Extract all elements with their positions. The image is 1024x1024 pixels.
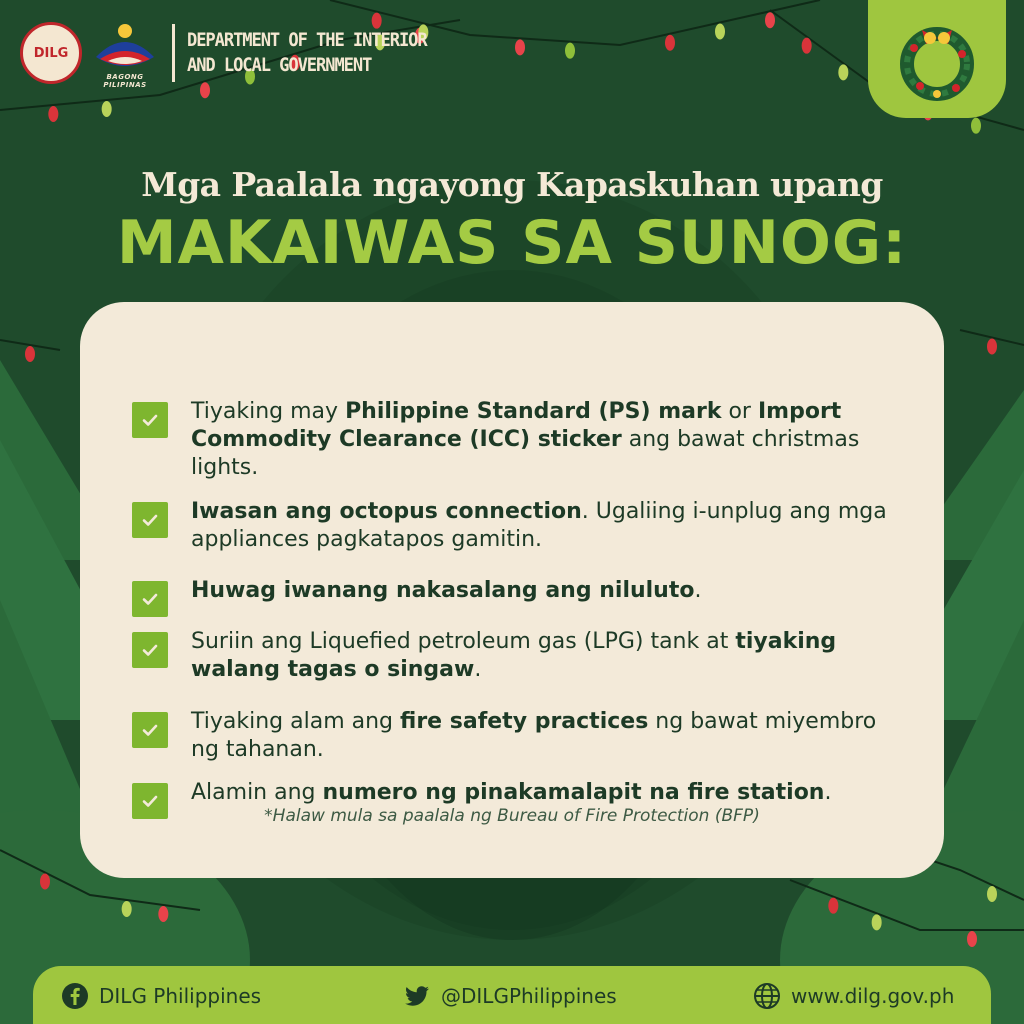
check-icon — [132, 632, 168, 668]
department-name — [187, 28, 427, 78]
emphasis-text: Philippine Standard (PS) mark — [345, 399, 722, 424]
check-icon — [132, 502, 168, 538]
emphasis-text: numero ng pinakamalapit na fire station — [322, 780, 825, 805]
check-icon — [132, 581, 168, 617]
checklist-item — [132, 398, 901, 482]
checklist-item-text — [191, 628, 901, 684]
checklist-item — [132, 498, 901, 554]
facebook-icon — [61, 982, 89, 1010]
checklist-item-text — [191, 708, 901, 764]
item-text-segment: Tiyaking alam ang — [191, 709, 401, 734]
checklist-item — [132, 708, 901, 764]
header-divider — [172, 24, 175, 82]
footer-twitter[interactable] — [403, 982, 617, 1010]
checklist-item-text — [191, 577, 901, 617]
emphasis-text: Huwag iwanang nakasalang ang niluluto — [191, 578, 695, 603]
main-title: MAKAIWAS SA SUNOG: — [116, 208, 908, 278]
facebook-handle: DILG Philippines — [99, 984, 262, 1008]
emphasis-text: Iwasan ang octopus connection — [191, 499, 582, 524]
bagong-pilipinas-emblem-icon — [90, 17, 160, 77]
item-text-segment: Tiyaking may — [191, 399, 346, 424]
checklist-card — [80, 302, 944, 878]
wreath-badge — [868, 0, 1006, 118]
twitter-icon — [403, 982, 431, 1010]
checklist-item — [132, 577, 901, 617]
bagong-pilipinas-logo — [90, 17, 160, 89]
emphasis-text: tiyaking walang tagas o singaw — [191, 629, 837, 682]
item-text-segment: . Ugaliing i-unplug ang mga appliances pagkatapos gamitin. — [191, 499, 887, 552]
check-icon — [132, 712, 168, 748]
item-text-segment: Alamin ang — [191, 780, 323, 805]
headline — [0, 165, 1024, 278]
checklist-item-text — [191, 498, 901, 554]
bagong-pilipinas-text: BAGONG PILIPINAS — [103, 73, 147, 89]
subtitle: Mga Paalala ngayong Kapaskuhan upang — [141, 165, 883, 204]
item-text-segment: . — [474, 657, 482, 682]
item-text-segment: Suriin ang Liquefied petroleum gas (LPG) tank at — [191, 629, 736, 654]
emphasis-text: fire safety practices — [400, 709, 649, 734]
footer-facebook[interactable] — [61, 982, 261, 1010]
dilg-seal-icon — [20, 22, 82, 84]
check-icon — [132, 402, 168, 438]
website-url: www.dilg.gov.ph — [791, 984, 955, 1008]
wreath-icon — [892, 14, 982, 104]
department-line-2: AND LOCAL GOVERNMENT — [187, 54, 372, 76]
item-text-segment: . — [694, 578, 702, 603]
footer-bar — [33, 966, 991, 1024]
source-note: *Halaw mula sa paalala ng Bureau of Fire Protection (BFP) — [264, 806, 760, 826]
seal-text: DILG — [33, 45, 69, 61]
department-line-1: DEPARTMENT OF THE INTERIOR — [187, 29, 427, 51]
item-text-segment: ang bawat christmas lights. — [191, 427, 860, 480]
item-text-segment: . — [824, 780, 832, 805]
twitter-handle: @DILGPhilippines — [441, 984, 617, 1008]
item-text-segment: ng bawat miyembro ng tahanan. — [191, 709, 877, 762]
checklist-item — [132, 628, 901, 684]
emphasis-text: Import Commodity Clearance (ICC) sticker — [191, 399, 842, 452]
footer-website[interactable] — [753, 982, 954, 1010]
item-text-segment: or — [721, 399, 758, 424]
header-logos — [20, 18, 453, 88]
globe-icon — [753, 982, 781, 1010]
checklist-item-text — [191, 398, 901, 482]
